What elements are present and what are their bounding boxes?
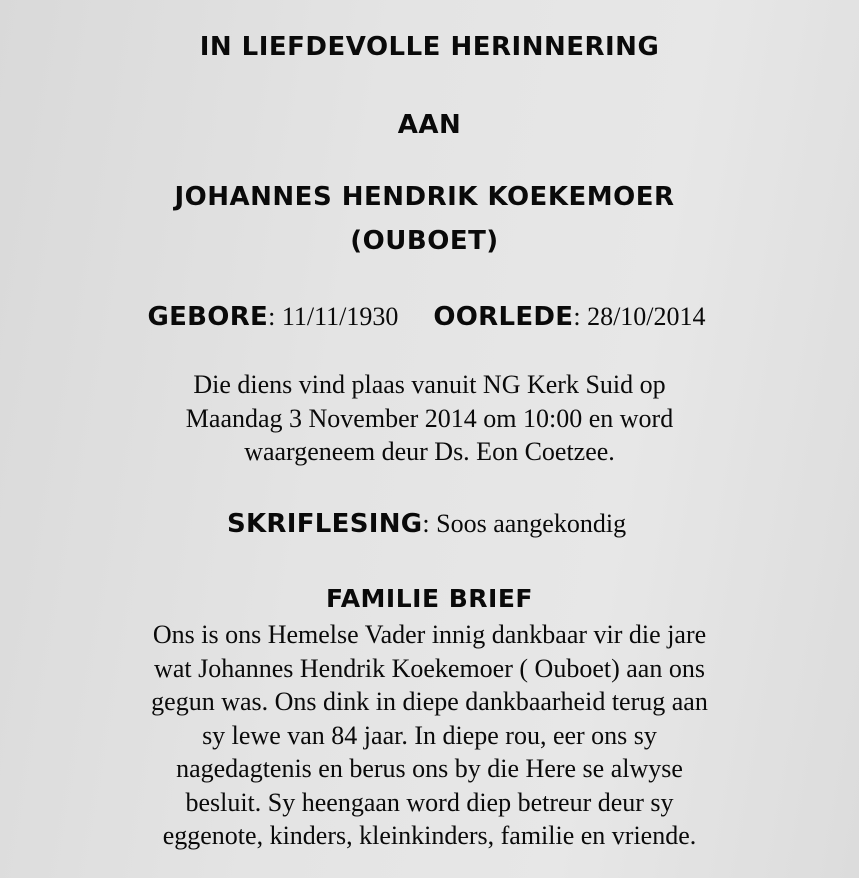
born-separator: : xyxy=(268,302,276,331)
deceased-name: JOHANNES HENDRIK KOEKEMOER xyxy=(174,182,675,212)
letter-line-4: sy lewe van 84 jaar. In diepe rou, eer ons sy xyxy=(202,721,657,750)
reading-separator: : xyxy=(422,509,430,538)
letter-line-2: wat Johannes Hendrik Koekemoer ( Ouboet) aan ons xyxy=(154,654,705,683)
heading-line-2: AAN xyxy=(397,110,462,140)
letter-line-1: Ons is ons Hemelse Vader innig dankbaar vir die jare xyxy=(152,620,707,649)
born-label: GEBORE xyxy=(147,302,269,332)
died-separator: : xyxy=(573,302,581,331)
service-line-3: waargeneem deur Ds. Eon Coetzee. xyxy=(244,437,615,466)
letter-line-6: besluit. Sy heengaan word diep betreur deur sy xyxy=(185,788,674,817)
service-line-2: Maandag 3 November 2014 om 10:00 en word xyxy=(185,404,674,433)
service-line-1: Die diens vind plaas vanuit NG Kerk Suid op xyxy=(193,370,666,399)
letter-line-7: eggenote, kinders, kleinkinders, familie en vriende. xyxy=(162,821,697,850)
reading-label: SKRIFLESING xyxy=(226,509,423,539)
reading-row xyxy=(0,509,856,539)
died-label: OORLEDE xyxy=(433,302,574,332)
letter-title: FAMILIE BRIEF xyxy=(325,584,533,613)
heading-line-1: IN LIEFDEVOLLE HERINNERING xyxy=(199,32,660,62)
dates-row xyxy=(0,302,856,332)
deceased-nickname: (OUBOET) xyxy=(350,226,499,256)
reading-value: Soos aangekondig xyxy=(436,509,627,538)
born-date: 11/11/1930 xyxy=(281,302,399,331)
died-date: 28/10/2014 xyxy=(587,302,706,331)
letter-line-3: gegun was. Ons dink in diepe dankbaarheid terug aan xyxy=(151,687,708,716)
letter-line-5: nagedagtenis en berus ons by die Here se alwyse xyxy=(176,754,683,783)
